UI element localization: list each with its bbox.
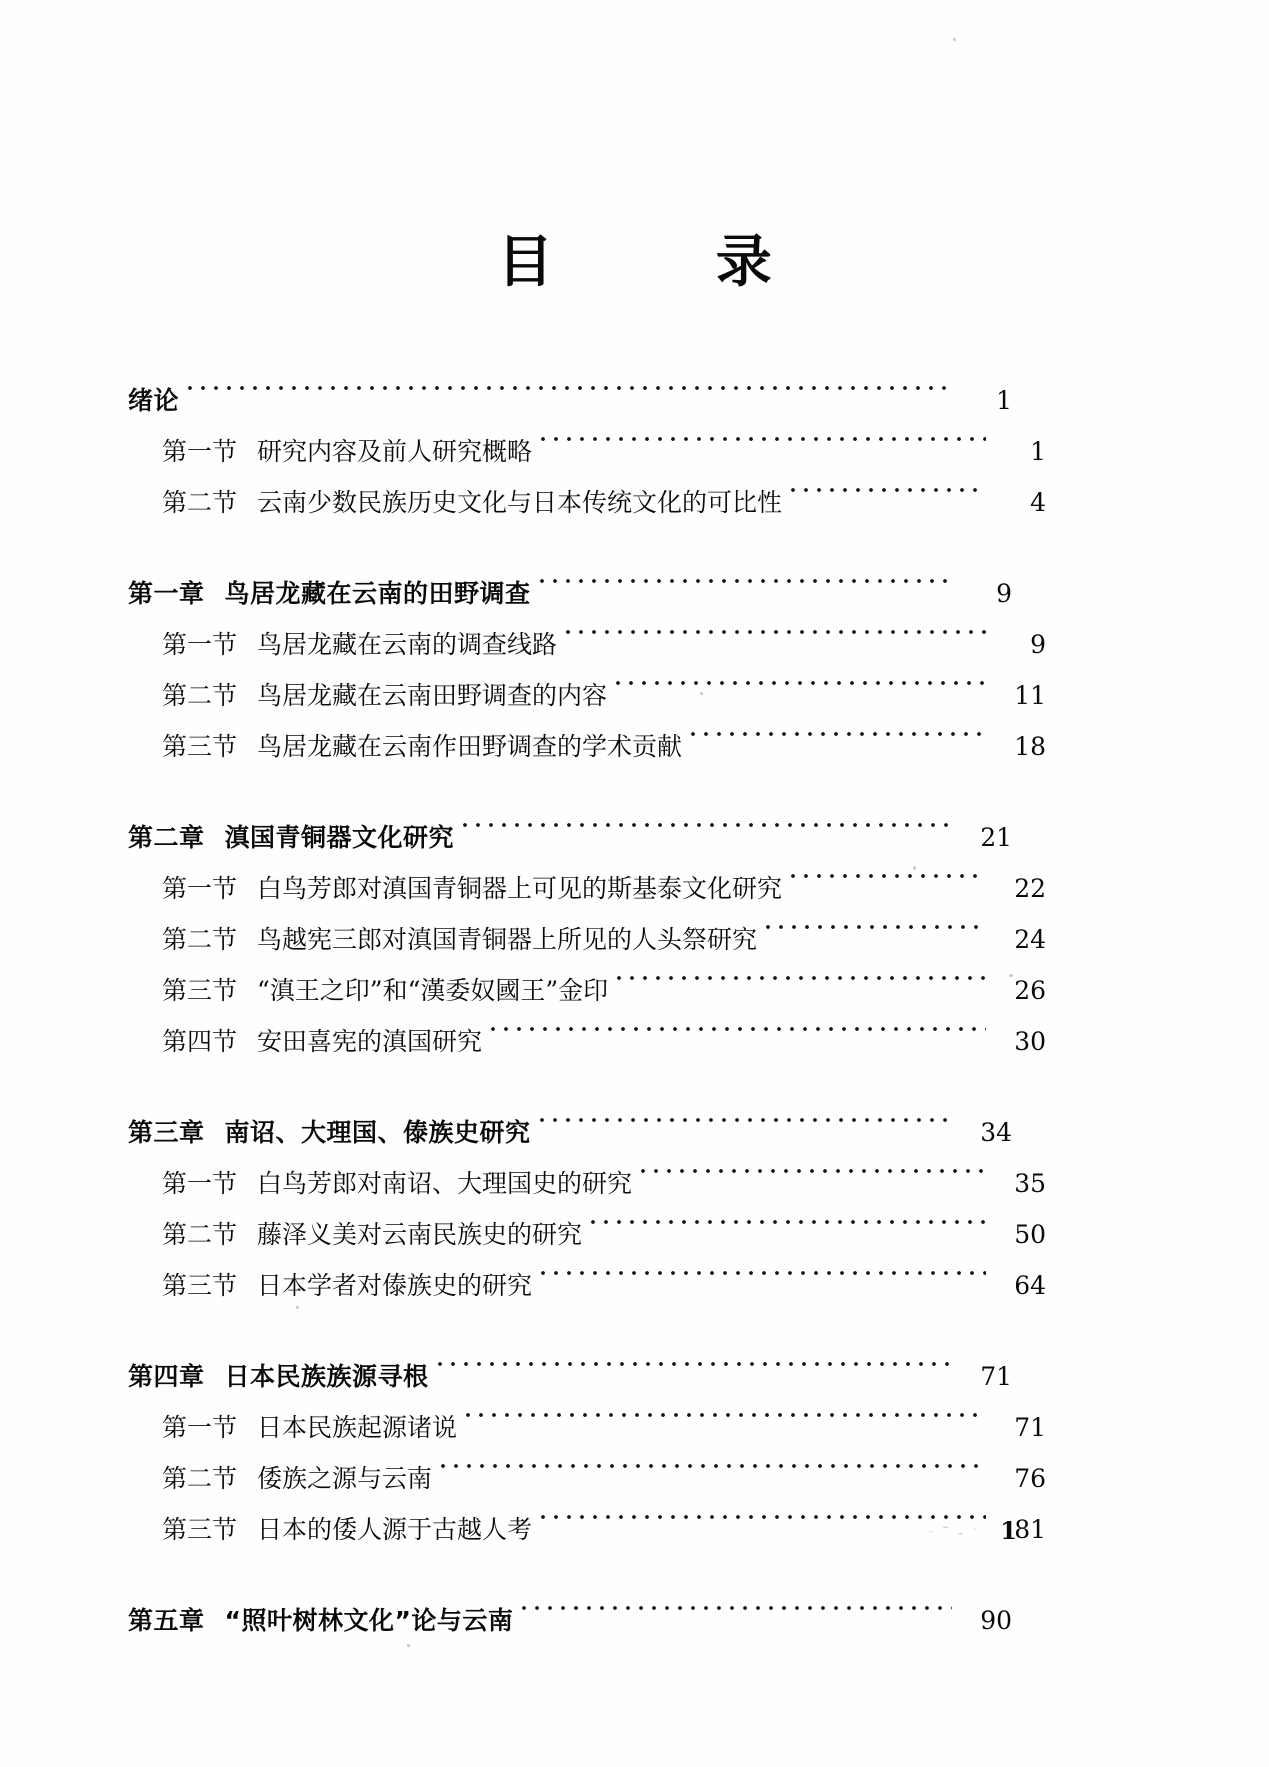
toc-entry-label (162, 1402, 457, 1453)
toc-entry-prefix: 第五章 (128, 1606, 205, 1635)
toc-entry-page-number: 34 (980, 1118, 1012, 1147)
table-of-contents (128, 358, 1046, 1635)
toc-entry-label (162, 670, 607, 721)
toc-entry-prefix: 绪论 (128, 386, 180, 415)
toc-chapter-row[interactable] (128, 551, 1012, 608)
toc-entry-prefix: 第二节 (162, 1220, 238, 1249)
toc-entry-page-number: 9 (1030, 630, 1046, 659)
scan-speck (913, 866, 916, 870)
toc-dot-leader (617, 948, 986, 999)
toc-entry-prefix: 第二章 (128, 823, 205, 852)
toc-dot-leader (522, 1578, 952, 1629)
toc-entry-title: 日本民族族源寻根 (224, 1362, 429, 1391)
toc-entry-page-number: 21 (980, 823, 1012, 852)
toc-entry-label (128, 375, 179, 426)
page-title: 目 录 (497, 230, 789, 295)
toc-entry-prefix: 第一节 (162, 437, 238, 466)
toc-dot-leader (691, 704, 986, 755)
toc-entry-prefix: 第一节 (162, 874, 238, 903)
toc-entry-title: 藤泽义美对云南民族史的研究 (257, 1220, 583, 1249)
toc-entry-label (128, 1107, 531, 1158)
toc-entry-title: “滇王之印”和“漢委奴國王”金印 (257, 976, 609, 1005)
toc-entry-label (162, 721, 682, 772)
toc-entry-title: 鸟居龙藏在云南的调查线路 (257, 630, 558, 659)
toc-entry-label (162, 619, 557, 670)
toc-dot-leader (463, 795, 952, 846)
toc-dot-leader (791, 846, 986, 897)
toc-dot-leader (441, 1436, 986, 1487)
toc-dot-leader (541, 409, 986, 460)
toc-entry-title: 云南少数民族历史文化与日本传统文化的可比性 (257, 488, 783, 517)
toc-dot-leader (188, 358, 952, 409)
scan-speck (296, 1306, 299, 1309)
toc-dot-leader (540, 1090, 952, 1141)
toc-entry-label (162, 1016, 482, 1067)
toc-entry-page-number: 71 (980, 1362, 1012, 1391)
group-chapter-5 (128, 1578, 1012, 1635)
toc-entry-page-number: 81 (1014, 1515, 1046, 1544)
scan-speck (407, 1644, 410, 1647)
toc-entry-page-number: 1 (1030, 437, 1046, 466)
toc-entry-title: 安田喜宪的滇国研究 (257, 1027, 483, 1056)
toc-entry-title: 日本民族起源诸说 (257, 1413, 458, 1442)
toc-dot-leader (616, 653, 986, 704)
toc-entry-prefix: 第三章 (128, 1118, 205, 1147)
toc-entry-label (128, 1595, 513, 1646)
toc-entry-page-number: 11 (1014, 681, 1046, 710)
toc-entry-title: 白鸟芳郎对南诏、大理国史的研究 (257, 1169, 633, 1198)
scan-speck (700, 692, 703, 695)
toc-entry-prefix: 第三节 (162, 976, 238, 1005)
toc-dot-leader (466, 1385, 986, 1436)
group-preface (128, 358, 1046, 517)
toc-dot-leader (541, 1243, 986, 1294)
toc-entry-title: 鸟居龙藏在云南的田野调查 (224, 579, 531, 608)
toc-section-row[interactable] (128, 409, 1046, 466)
group-chapter-3 (128, 1090, 1046, 1300)
toc-entry-prefix: 第三节 (162, 732, 238, 761)
toc-entry-label (128, 812, 454, 863)
toc-entry-label (162, 863, 782, 914)
toc-entry-page-number: 35 (1014, 1169, 1046, 1198)
scan-speck (1009, 974, 1013, 977)
toc-entry-title: 倭族之源与云南 (257, 1464, 433, 1493)
toc-chapter-row[interactable] (128, 795, 1012, 852)
toc-entry-page-number: 9 (996, 579, 1012, 608)
toc-entry-prefix: 第二节 (162, 681, 238, 710)
toc-entry-prefix: 第二节 (162, 1464, 238, 1493)
toc-dot-leader (540, 551, 952, 602)
toc-dot-leader (491, 999, 986, 1050)
toc-entry-label (162, 1158, 632, 1209)
toc-entry-page-number: 90 (980, 1606, 1012, 1635)
toc-entry-label (162, 1209, 582, 1260)
toc-entry-page-number: 1 (996, 386, 1012, 415)
toc-entry-prefix: 第三节 (162, 1515, 238, 1544)
toc-entry-page-number: 18 (1014, 732, 1046, 761)
toc-entry-title: 滇国青铜器文化研究 (224, 823, 455, 852)
toc-dot-leader (591, 1192, 986, 1243)
toc-chapter-row[interactable] (128, 1334, 1012, 1391)
page-number: 1 (1000, 1516, 1017, 1545)
toc-entry-prefix: 第三节 (162, 1271, 238, 1300)
toc-entry-prefix: 第二节 (162, 925, 238, 954)
toc-entry-title: 研究内容及前人研究概略 (257, 437, 533, 466)
toc-entry-title: 南诏、大理国、傣族史研究 (224, 1118, 531, 1147)
toc-dot-leader (791, 460, 986, 511)
scan-artifact-smudge (922, 1521, 984, 1539)
toc-entry-label (128, 568, 531, 619)
toc-entry-title: 鸟居龙藏在云南作田野调查的学术贡献 (257, 732, 683, 761)
scan-speck (953, 38, 956, 41)
toc-entry-page-number: 22 (1014, 874, 1046, 903)
toc-entry-title: 鸟居龙藏在云南田野调查的内容 (257, 681, 608, 710)
toc-entry-page-number: 30 (1014, 1027, 1046, 1056)
toc-entry-page-number: 76 (1014, 1464, 1046, 1493)
toc-entry-prefix: 第四节 (162, 1027, 238, 1056)
page-footer (0, 1505, 1269, 1545)
toc-entry-page-number: 64 (1014, 1271, 1046, 1300)
toc-entry-label (128, 1351, 429, 1402)
toc-entry-page-number: 4 (1030, 488, 1046, 517)
toc-entry-title: 白鸟芳郎对滇国青铜器上可见的斯基泰文化研究 (257, 874, 783, 903)
toc-entry-prefix: 第四章 (128, 1362, 205, 1391)
group-chapter-1 (128, 551, 1046, 761)
toc-entry-title: 日本学者对傣族史的研究 (257, 1271, 533, 1300)
toc-entry-prefix: 第二节 (162, 488, 238, 517)
toc-entry-page-number: 26 (1014, 976, 1046, 1005)
toc-chapter-row[interactable] (128, 1090, 1012, 1147)
group-chapter-2 (128, 795, 1046, 1056)
toc-entry-label (162, 426, 532, 477)
toc-entry-label (162, 1260, 532, 1311)
toc-entry-title: “照叶树林文化”论与云南 (224, 1606, 514, 1635)
toc-entry-label (162, 477, 782, 528)
toc-entry-prefix: 第一章 (128, 579, 205, 608)
toc-chapter-row[interactable] (128, 1578, 1012, 1635)
toc-entry-title: 鸟越宪三郎对滇国青铜器上所见的人头祭研究 (257, 925, 758, 954)
toc-dot-leader (438, 1334, 952, 1385)
toc-entry-page-number: 24 (1014, 925, 1046, 954)
toc-entry-prefix: 第一节 (162, 1169, 238, 1198)
toc-entry-page-number: 71 (1014, 1413, 1046, 1442)
toc-entry-page-number: 50 (1014, 1220, 1046, 1249)
toc-dot-leader (566, 602, 986, 653)
toc-dot-leader (766, 897, 986, 948)
toc-entry-prefix: 第一节 (162, 1413, 238, 1442)
toc-chapter-row[interactable] (128, 358, 1012, 415)
toc-entry-title: 日本的倭人源于古越人考 (257, 1515, 533, 1544)
toc-entry-prefix: 第一节 (162, 630, 238, 659)
toc-entry-label (162, 1453, 432, 1504)
toc-dot-leader (641, 1141, 986, 1192)
